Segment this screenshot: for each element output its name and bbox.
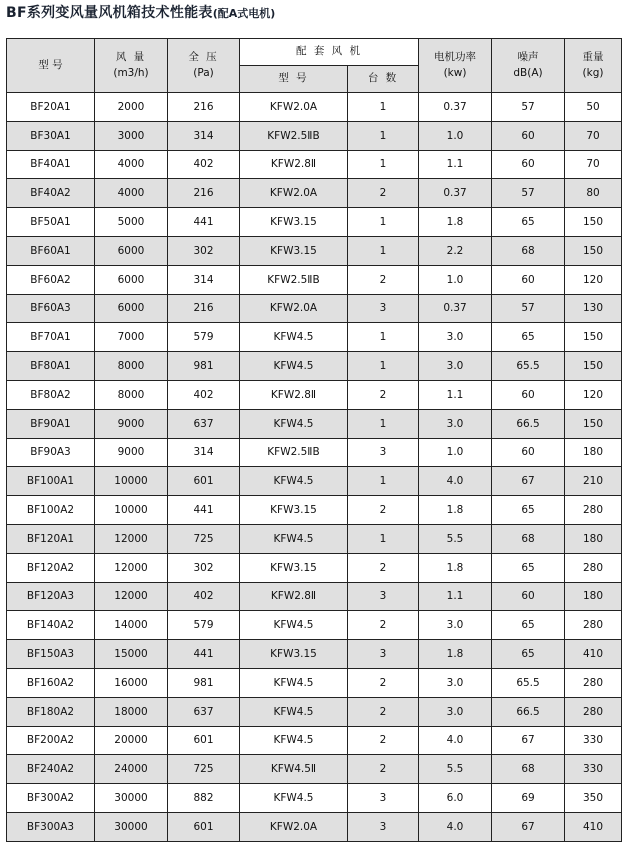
- cell-power: 1.8: [419, 208, 492, 237]
- cell-fan-model: KFW2.8Ⅱ: [240, 380, 348, 409]
- table-row: [7, 352, 622, 381]
- header-model: 型 号: [7, 39, 95, 93]
- table-row: [7, 208, 622, 237]
- cell-airflow: 10000: [95, 496, 168, 525]
- cell-model: BF60A3: [7, 294, 95, 323]
- cell-power: 0.37: [419, 294, 492, 323]
- cell-noise: 60: [492, 265, 565, 294]
- cell-airflow: 6000: [95, 265, 168, 294]
- cell-power: 3.0: [419, 611, 492, 640]
- table-row: [7, 150, 622, 179]
- cell-weight: 280: [565, 496, 622, 525]
- cell-fan-model: KFW3.15: [240, 496, 348, 525]
- cell-fan-model: KFW4.5: [240, 668, 348, 697]
- cell-model: BF100A1: [7, 467, 95, 496]
- cell-weight: 120: [565, 265, 622, 294]
- cell-airflow: 7000: [95, 323, 168, 352]
- cell-fan-count: 2: [348, 668, 419, 697]
- cell-noise: 67: [492, 726, 565, 755]
- table-row: [7, 524, 622, 553]
- cell-fan-count: 1: [348, 409, 419, 438]
- cell-noise: 57: [492, 294, 565, 323]
- cell-noise: 67: [492, 812, 565, 841]
- cell-pressure: 302: [168, 236, 240, 265]
- cell-power: 6.0: [419, 784, 492, 813]
- cell-noise: 68: [492, 236, 565, 265]
- cell-power: 0.37: [419, 179, 492, 208]
- table-row: [7, 697, 622, 726]
- table-row: [7, 496, 622, 525]
- cell-fan-count: 2: [348, 496, 419, 525]
- table-header: [7, 39, 622, 93]
- cell-fan-model: KFW2.8Ⅱ: [240, 150, 348, 179]
- table-row: [7, 323, 622, 352]
- header-weight: 重量 (kg): [565, 39, 622, 93]
- cell-fan-count: 1: [348, 352, 419, 381]
- cell-airflow: 30000: [95, 812, 168, 841]
- cell-airflow: 6000: [95, 236, 168, 265]
- cell-model: BF300A2: [7, 784, 95, 813]
- cell-airflow: 18000: [95, 697, 168, 726]
- header-fan-count: 台 数: [348, 66, 419, 93]
- cell-fan-model: KFW2.5ⅡB: [240, 438, 348, 467]
- cell-fan-count: 3: [348, 582, 419, 611]
- cell-power: 2.2: [419, 236, 492, 265]
- table-row: [7, 265, 622, 294]
- table-row: [7, 553, 622, 582]
- cell-fan-model: KFW2.0A: [240, 294, 348, 323]
- cell-noise: 60: [492, 582, 565, 611]
- cell-weight: 330: [565, 726, 622, 755]
- cell-model: BF40A2: [7, 179, 95, 208]
- table-row: [7, 726, 622, 755]
- table-row: [7, 640, 622, 669]
- cell-fan-count: 1: [348, 208, 419, 237]
- cell-pressure: 216: [168, 179, 240, 208]
- cell-pressure: 402: [168, 150, 240, 179]
- cell-pressure: 981: [168, 668, 240, 697]
- cell-weight: 70: [565, 121, 622, 150]
- cell-noise: 60: [492, 121, 565, 150]
- cell-pressure: 314: [168, 265, 240, 294]
- header-fan-group: 配 套 风 机: [240, 39, 419, 66]
- cell-pressure: 441: [168, 208, 240, 237]
- cell-airflow: 5000: [95, 208, 168, 237]
- cell-fan-count: 2: [348, 265, 419, 294]
- cell-pressure: 601: [168, 812, 240, 841]
- table-row: [7, 812, 622, 841]
- cell-model: BF180A2: [7, 697, 95, 726]
- header-noise: 噪声 dB(A): [492, 39, 565, 93]
- cell-fan-model: KFW4.5: [240, 524, 348, 553]
- cell-fan-count: 2: [348, 755, 419, 784]
- cell-noise: 60: [492, 380, 565, 409]
- cell-pressure: 601: [168, 467, 240, 496]
- cell-power: 1.1: [419, 582, 492, 611]
- cell-fan-count: 1: [348, 236, 419, 265]
- cell-fan-model: KFW4.5Ⅱ: [240, 755, 348, 784]
- table-row: [7, 409, 622, 438]
- cell-fan-count: 1: [348, 524, 419, 553]
- cell-airflow: 30000: [95, 784, 168, 813]
- cell-noise: 65: [492, 553, 565, 582]
- cell-power: 4.0: [419, 467, 492, 496]
- cell-pressure: 725: [168, 524, 240, 553]
- cell-fan-model: KFW2.8Ⅱ: [240, 582, 348, 611]
- cell-fan-count: 1: [348, 150, 419, 179]
- table-row: [7, 294, 622, 323]
- cell-weight: 150: [565, 236, 622, 265]
- cell-pressure: 637: [168, 409, 240, 438]
- cell-pressure: 601: [168, 726, 240, 755]
- header-pressure: 全 压 (Pa): [168, 39, 240, 93]
- table-row: [7, 755, 622, 784]
- header-airflow: 风 量 (m3/h): [95, 39, 168, 93]
- cell-power: 1.1: [419, 380, 492, 409]
- cell-fan-count: 2: [348, 611, 419, 640]
- cell-power: 5.5: [419, 755, 492, 784]
- cell-fan-count: 3: [348, 438, 419, 467]
- cell-model: BF80A1: [7, 352, 95, 381]
- cell-pressure: 314: [168, 121, 240, 150]
- cell-model: BF40A1: [7, 150, 95, 179]
- cell-noise: 65: [492, 208, 565, 237]
- page-title: [6, 2, 275, 22]
- cell-model: BF200A2: [7, 726, 95, 755]
- cell-model: BF90A3: [7, 438, 95, 467]
- cell-airflow: 14000: [95, 611, 168, 640]
- cell-airflow: 12000: [95, 524, 168, 553]
- title-subtitle: (配A式电机): [212, 7, 276, 20]
- cell-noise: 65.5: [492, 668, 565, 697]
- cell-power: 1.8: [419, 553, 492, 582]
- cell-fan-model: KFW3.15: [240, 236, 348, 265]
- cell-pressure: 441: [168, 496, 240, 525]
- table-row: [7, 380, 622, 409]
- cell-model: BF70A1: [7, 323, 95, 352]
- cell-model: BF30A1: [7, 121, 95, 150]
- title-text: BF系列变风量风机箱技术性能表: [6, 5, 213, 21]
- cell-noise: 65: [492, 611, 565, 640]
- cell-model: BF80A2: [7, 380, 95, 409]
- cell-fan-count: 3: [348, 640, 419, 669]
- cell-noise: 60: [492, 150, 565, 179]
- cell-airflow: 9000: [95, 409, 168, 438]
- cell-fan-model: KFW2.0A: [240, 93, 348, 122]
- spec-table: [6, 38, 622, 842]
- cell-fan-count: 1: [348, 121, 419, 150]
- cell-pressure: 216: [168, 93, 240, 122]
- table-row: [7, 582, 622, 611]
- table-row: [7, 438, 622, 467]
- cell-airflow: 6000: [95, 294, 168, 323]
- table-row: [7, 179, 622, 208]
- cell-noise: 66.5: [492, 409, 565, 438]
- cell-weight: 70: [565, 150, 622, 179]
- cell-model: BF20A1: [7, 93, 95, 122]
- cell-model: BF90A1: [7, 409, 95, 438]
- cell-fan-count: 2: [348, 380, 419, 409]
- cell-airflow: 20000: [95, 726, 168, 755]
- cell-pressure: 579: [168, 323, 240, 352]
- cell-weight: 50: [565, 93, 622, 122]
- cell-pressure: 216: [168, 294, 240, 323]
- cell-noise: 69: [492, 784, 565, 813]
- cell-power: 3.0: [419, 668, 492, 697]
- cell-fan-model: KFW4.5: [240, 323, 348, 352]
- cell-power: 3.0: [419, 323, 492, 352]
- cell-airflow: 2000: [95, 93, 168, 122]
- cell-fan-model: KFW3.15: [240, 553, 348, 582]
- cell-noise: 65: [492, 496, 565, 525]
- table-row: [7, 93, 622, 122]
- cell-weight: 280: [565, 611, 622, 640]
- cell-noise: 68: [492, 524, 565, 553]
- cell-weight: 280: [565, 668, 622, 697]
- cell-model: BF60A2: [7, 265, 95, 294]
- cell-fan-model: KFW4.5: [240, 611, 348, 640]
- cell-pressure: 314: [168, 438, 240, 467]
- cell-noise: 67: [492, 467, 565, 496]
- cell-weight: 180: [565, 524, 622, 553]
- cell-weight: 350: [565, 784, 622, 813]
- table-body: [7, 93, 622, 842]
- table-row: [7, 668, 622, 697]
- cell-noise: 65: [492, 640, 565, 669]
- header-power: 电机功率 (kw): [419, 39, 492, 93]
- cell-model: BF150A3: [7, 640, 95, 669]
- cell-weight: 80: [565, 179, 622, 208]
- cell-power: 5.5: [419, 524, 492, 553]
- cell-model: BF140A2: [7, 611, 95, 640]
- cell-noise: 65: [492, 323, 565, 352]
- cell-model: BF160A2: [7, 668, 95, 697]
- cell-fan-count: 1: [348, 467, 419, 496]
- table-row: [7, 611, 622, 640]
- cell-weight: 280: [565, 553, 622, 582]
- cell-pressure: 981: [168, 352, 240, 381]
- cell-model: BF300A3: [7, 812, 95, 841]
- cell-weight: 410: [565, 640, 622, 669]
- cell-weight: 280: [565, 697, 622, 726]
- cell-weight: 130: [565, 294, 622, 323]
- cell-model: BF120A2: [7, 553, 95, 582]
- cell-model: BF100A2: [7, 496, 95, 525]
- table-row: [7, 121, 622, 150]
- cell-fan-model: KFW2.5ⅡB: [240, 265, 348, 294]
- cell-fan-count: 3: [348, 812, 419, 841]
- cell-model: BF50A1: [7, 208, 95, 237]
- cell-weight: 150: [565, 323, 622, 352]
- cell-airflow: 4000: [95, 150, 168, 179]
- cell-weight: 150: [565, 352, 622, 381]
- cell-airflow: 12000: [95, 553, 168, 582]
- cell-weight: 120: [565, 380, 622, 409]
- cell-airflow: 4000: [95, 179, 168, 208]
- cell-fan-model: KFW2.0A: [240, 179, 348, 208]
- cell-pressure: 725: [168, 755, 240, 784]
- cell-fan-count: 3: [348, 294, 419, 323]
- cell-pressure: 402: [168, 380, 240, 409]
- cell-noise: 57: [492, 179, 565, 208]
- table-row: [7, 236, 622, 265]
- cell-power: 1.0: [419, 265, 492, 294]
- cell-pressure: 302: [168, 553, 240, 582]
- table-row: [7, 467, 622, 496]
- cell-power: 4.0: [419, 726, 492, 755]
- cell-model: BF240A2: [7, 755, 95, 784]
- cell-pressure: 402: [168, 582, 240, 611]
- cell-fan-model: KFW4.5: [240, 726, 348, 755]
- cell-pressure: 637: [168, 697, 240, 726]
- cell-fan-model: KFW2.0A: [240, 812, 348, 841]
- cell-power: 1.0: [419, 121, 492, 150]
- cell-fan-count: 1: [348, 93, 419, 122]
- cell-fan-model: KFW4.5: [240, 697, 348, 726]
- cell-fan-count: 2: [348, 726, 419, 755]
- cell-fan-model: KFW2.5ⅡB: [240, 121, 348, 150]
- cell-airflow: 9000: [95, 438, 168, 467]
- cell-noise: 60: [492, 438, 565, 467]
- cell-fan-model: KFW4.5: [240, 352, 348, 381]
- cell-noise: 57: [492, 93, 565, 122]
- cell-weight: 150: [565, 409, 622, 438]
- header-fan-model: 型 号: [240, 66, 348, 93]
- cell-weight: 210: [565, 467, 622, 496]
- cell-weight: 180: [565, 438, 622, 467]
- cell-power: 1.8: [419, 640, 492, 669]
- cell-airflow: 10000: [95, 467, 168, 496]
- cell-power: 3.0: [419, 697, 492, 726]
- cell-model: BF120A3: [7, 582, 95, 611]
- cell-fan-model: KFW4.5: [240, 784, 348, 813]
- cell-airflow: 15000: [95, 640, 168, 669]
- cell-power: 1.8: [419, 496, 492, 525]
- cell-airflow: 24000: [95, 755, 168, 784]
- cell-airflow: 3000: [95, 121, 168, 150]
- cell-pressure: 441: [168, 640, 240, 669]
- cell-fan-model: KFW4.5: [240, 467, 348, 496]
- cell-fan-model: KFW3.15: [240, 208, 348, 237]
- cell-fan-count: 2: [348, 179, 419, 208]
- cell-weight: 330: [565, 755, 622, 784]
- cell-fan-model: KFW4.5: [240, 409, 348, 438]
- cell-noise: 68: [492, 755, 565, 784]
- cell-pressure: 882: [168, 784, 240, 813]
- cell-power: 1.1: [419, 150, 492, 179]
- cell-airflow: 16000: [95, 668, 168, 697]
- cell-fan-model: KFW3.15: [240, 640, 348, 669]
- cell-airflow: 8000: [95, 352, 168, 381]
- cell-weight: 180: [565, 582, 622, 611]
- cell-noise: 65.5: [492, 352, 565, 381]
- cell-airflow: 12000: [95, 582, 168, 611]
- cell-model: BF120A1: [7, 524, 95, 553]
- cell-pressure: 579: [168, 611, 240, 640]
- cell-power: 3.0: [419, 352, 492, 381]
- cell-power: 3.0: [419, 409, 492, 438]
- cell-power: 1.0: [419, 438, 492, 467]
- cell-fan-count: 2: [348, 553, 419, 582]
- cell-airflow: 8000: [95, 380, 168, 409]
- cell-model: BF60A1: [7, 236, 95, 265]
- cell-noise: 66.5: [492, 697, 565, 726]
- cell-power: 0.37: [419, 93, 492, 122]
- table-row: [7, 784, 622, 813]
- cell-weight: 150: [565, 208, 622, 237]
- cell-fan-count: 1: [348, 323, 419, 352]
- cell-fan-count: 3: [348, 784, 419, 813]
- cell-weight: 410: [565, 812, 622, 841]
- cell-fan-count: 2: [348, 697, 419, 726]
- cell-power: 4.0: [419, 812, 492, 841]
